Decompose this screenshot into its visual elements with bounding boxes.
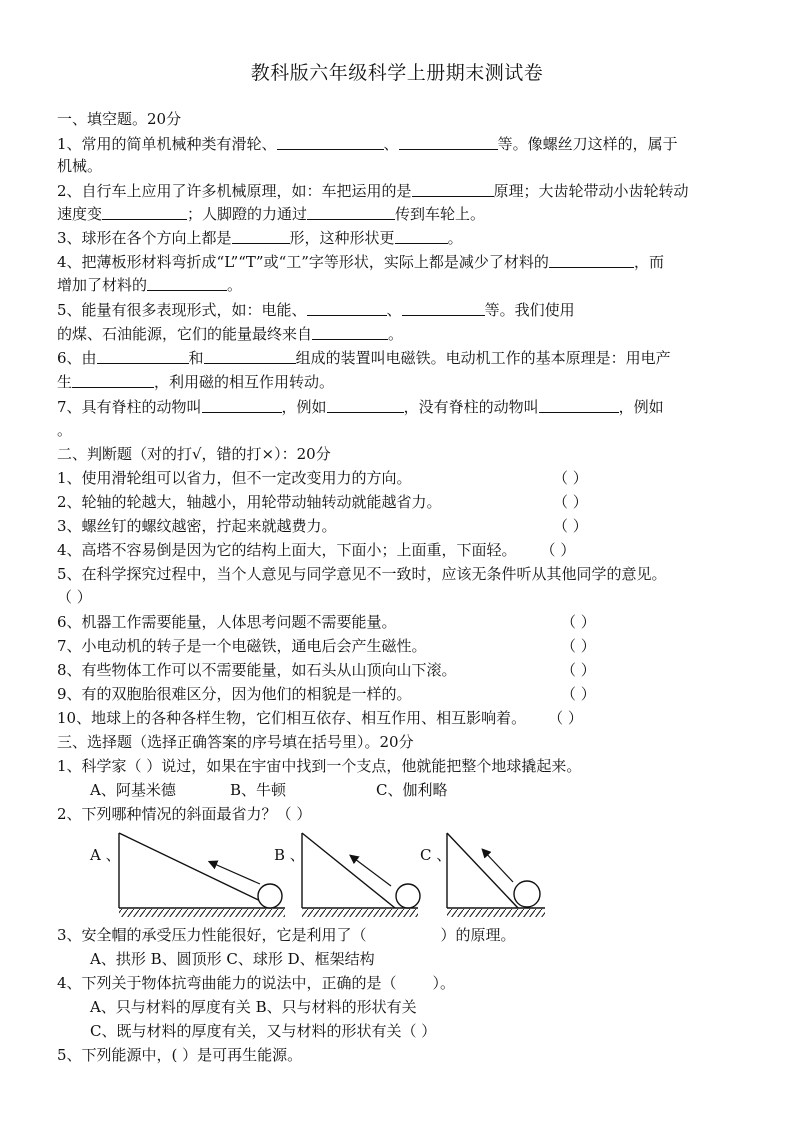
blank[interactable] (412, 182, 494, 197)
s1-q3: 3、球形在各个方向上都是 形，这种形状更 。 (57, 229, 463, 247)
s2-item: 3、螺丝钉的螺纹越密，拧起来就越费力。 （ ） (57, 517, 588, 535)
answer-paren[interactable]: （ ） (553, 493, 588, 511)
fig-label-a: A 、 (90, 846, 121, 864)
incline-figure (85, 830, 555, 930)
fig-label-b: B 、 (274, 846, 305, 864)
s2-item: 2、轮轴的轮越大，轴越小，用轮带动轴转动就能越省力。 （ ） (57, 493, 588, 511)
s3-q4: 4、下列关于物体抗弯曲能力的说法中，正确的是（ ）。 (57, 974, 456, 992)
incline-diagram (85, 830, 555, 934)
s2-item: 5、在科学探究过程中，当个人意见与同学意见不一致时，应该无条件听从其他同学的意见。 (57, 565, 667, 583)
s1-q1-line1: 1、常用的简单机械种类有滑轮、 、 等。像螺丝刀这样的，属于 (57, 135, 678, 153)
blank[interactable] (277, 135, 384, 150)
s2-item: 10、地球上的各种各样生物，它们相互依存、相互作用、相互影响着。 （ ） (57, 709, 583, 727)
s1-q2-line1: 2、自行车上应用了许多机械原理，如：车把运用的是 原理；大齿轮带动小齿轮转动 (57, 182, 689, 200)
s3-q3: 3、安全帽的承受压力性能很好，它是利用了（ ）的原理。 (57, 926, 516, 944)
blank[interactable] (147, 276, 227, 291)
blank[interactable] (202, 398, 282, 413)
section2-header: 二、判断题（对的打√，错的打×）：20分 (57, 445, 331, 463)
blank[interactable] (232, 229, 290, 244)
section3-header: 三、选择题（选择正确答案的序号填在括号里）。20分 (57, 733, 414, 751)
blank[interactable] (307, 205, 395, 220)
blank[interactable] (395, 229, 448, 244)
s1-q7-line2: 。 (57, 421, 73, 439)
blank[interactable] (102, 205, 187, 220)
answer-paren[interactable]: （ ） (553, 469, 588, 487)
s3-q4-options-ab[interactable]: A、只与材料的厚度有关 B、只与材料的形状有关 (90, 998, 417, 1016)
s3-q1-option-c[interactable]: C、伽利略 (376, 781, 448, 799)
answer-paren[interactable]: （ ） (561, 661, 596, 679)
blank[interactable] (204, 349, 296, 364)
incline-a[interactable] (119, 833, 285, 917)
blank[interactable] (97, 349, 189, 364)
answer-paren[interactable]: （ ） (553, 517, 588, 535)
answer-paren[interactable]: （ ） (561, 685, 596, 703)
fig-label-c: C 、 (420, 846, 452, 864)
answer-paren[interactable]: （ ） (561, 613, 596, 631)
s3-q4-option-c[interactable]: C、既与材料的厚度有关，又与材料的形状有关（ ） (90, 1022, 437, 1040)
s1-q5-line1: 5、能量有很多表现形式，如：电能、 、 等。我们使用 (57, 301, 575, 319)
s1-q7-line1: 7、具有脊柱的动物叫 ，例如 ，没有脊柱的动物叫 ，例如 (57, 398, 664, 416)
blank[interactable] (307, 301, 387, 316)
s1-q5-line2: 的煤、石油能源，它们的能量最终来自 。 (57, 325, 404, 343)
blank[interactable] (539, 398, 619, 413)
page-title: 教科版六年级科学上册期末测试卷 (250, 62, 544, 84)
incline-b[interactable] (302, 833, 420, 917)
blank[interactable] (402, 301, 485, 316)
s1-q4-line2: 增加了材料的 。 (57, 276, 243, 294)
incline-c[interactable] (447, 833, 545, 917)
s1-q4-line1: 4、把薄板形材料弯折成“L”“T”或“工”字等形状，实际上都是减少了材料的 ，而 (57, 253, 664, 271)
s3-q2: 2、下列哪种情况的斜面最省力？（ ） (57, 805, 312, 823)
s1-q6-line1: 6、由 和 组成的装置叫电磁铁。电动机工作的基本原理是：用电产 (57, 349, 671, 367)
section1-header: 一、填空题。20分 (57, 110, 182, 128)
answer-paren[interactable]: （ ） (540, 541, 576, 559)
blank[interactable] (399, 135, 498, 150)
s3-q1-option-a[interactable]: A、阿基米德 (90, 781, 176, 799)
blank[interactable] (327, 398, 404, 413)
s2-item: 6、机器工作需要能量，人体思考问题不需要能量。 （ ） (57, 613, 596, 631)
s2-item: 4、高塔不容易倒是因为它的结构上面大，下面小；上面重，下面轻。 （ ） (57, 541, 576, 559)
s3-q5: 5、下列能源中，( ）是可再生能源。 (57, 1046, 303, 1064)
blank[interactable] (312, 325, 388, 340)
s2-item: 9、有的双胞胎很难区分，因为他们的相貌是一样的。 （ ） (57, 685, 596, 703)
s1-q1-line2: 机械。 (57, 157, 103, 175)
blank[interactable] (72, 373, 154, 388)
blank[interactable] (549, 253, 634, 268)
s3-q1: 1、科学家（ ）说过，如果在宇宙中找到一个支点，他就能把整个地球撬起来。 (57, 757, 582, 775)
answer-paren[interactable]: （ ） (561, 637, 596, 655)
s3-q3-options[interactable]: A、拱形 B、圆顶形 C、球形 D、框架结构 (90, 950, 375, 968)
s2-item: 8、有些物体工作可以不需要能量，如石头从山顶向山下滚。 （ ） (57, 661, 596, 679)
s2-item: 1、使用滑轮组可以省力，但不一定改变用力的方向。 （ ） (57, 469, 588, 487)
s3-q1-option-b[interactable]: B、牛顿 (230, 781, 287, 799)
s2-item: 7、小电动机的转子是一个电磁铁，通电后会产生磁性。 （ ） (57, 637, 596, 655)
s1-q6-line2: 生 ，利用磁的相互作用转动。 (57, 373, 335, 391)
s1-q2-line2: 速度变 ；人脚蹬的力通过 传到车轮上。 (57, 205, 486, 223)
s2-item5-paren[interactable]: （ ） (57, 588, 92, 606)
answer-paren[interactable]: （ ） (548, 709, 583, 727)
